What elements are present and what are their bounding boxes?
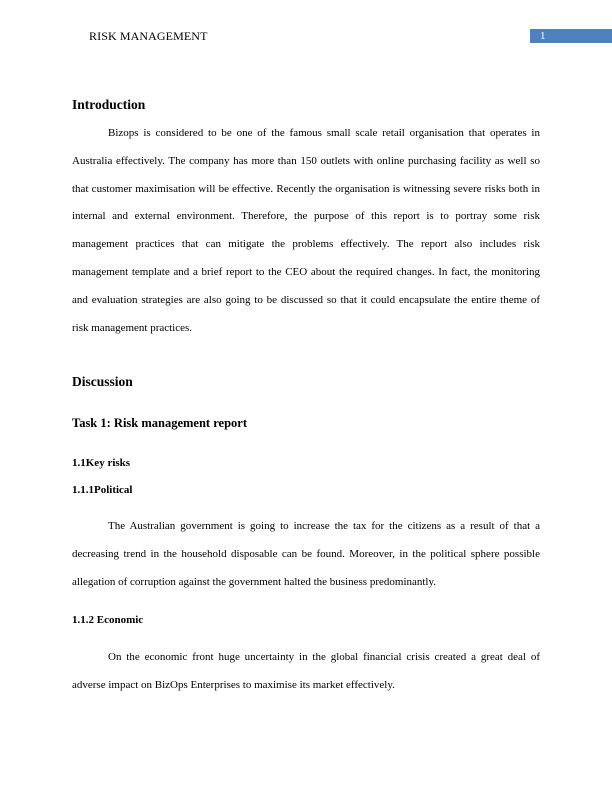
discussion-heading: Discussion xyxy=(72,374,133,389)
introduction-paragraph: Bizops is considered to be one of the famous small scale retail organisation that operates in Australia effectively. The company has more than 150 outlets with online purchasing facility as well so that customer maximisation will be effective. Recently the organisation is witnessing severe risks both in internal and external environment. Therefore, the purpose of this report is to portray some risk management practices that can mitigate the problems effectively. The report also includes risk management template and a brief report to the CEO about the required changes. In fact, the monitoring and evaluation strategies are also going to be discussed so that it could encapsulate the entire theme of risk management practices. xyxy=(72,127,540,334)
economic-heading: 1.1.2 Economic xyxy=(72,614,144,626)
page-number-box xyxy=(530,29,612,43)
introduction-heading: Introduction xyxy=(72,97,146,112)
political-heading: 1.1.1Political xyxy=(72,484,133,496)
task1-heading: Task 1: Risk management report xyxy=(72,416,248,430)
running-header-title: RISK MANAGEMENT xyxy=(89,29,208,43)
page-number: 1 xyxy=(540,30,546,42)
political-paragraph: The Australian government is going to increase the tax for the citizens as a result of that a decreasing trend in the household disposable can be found. Moreover, in the political sphere possible allegation of corruption against the government halted the business predominantly. xyxy=(72,520,540,588)
economic-paragraph: On the economic front huge uncertainty in the global financial crisis created a great deal of adverse impact on BizOps Enterprises to maximise its market effectively. xyxy=(72,651,540,691)
key-risks-heading: 1.1Key risks xyxy=(72,457,131,469)
